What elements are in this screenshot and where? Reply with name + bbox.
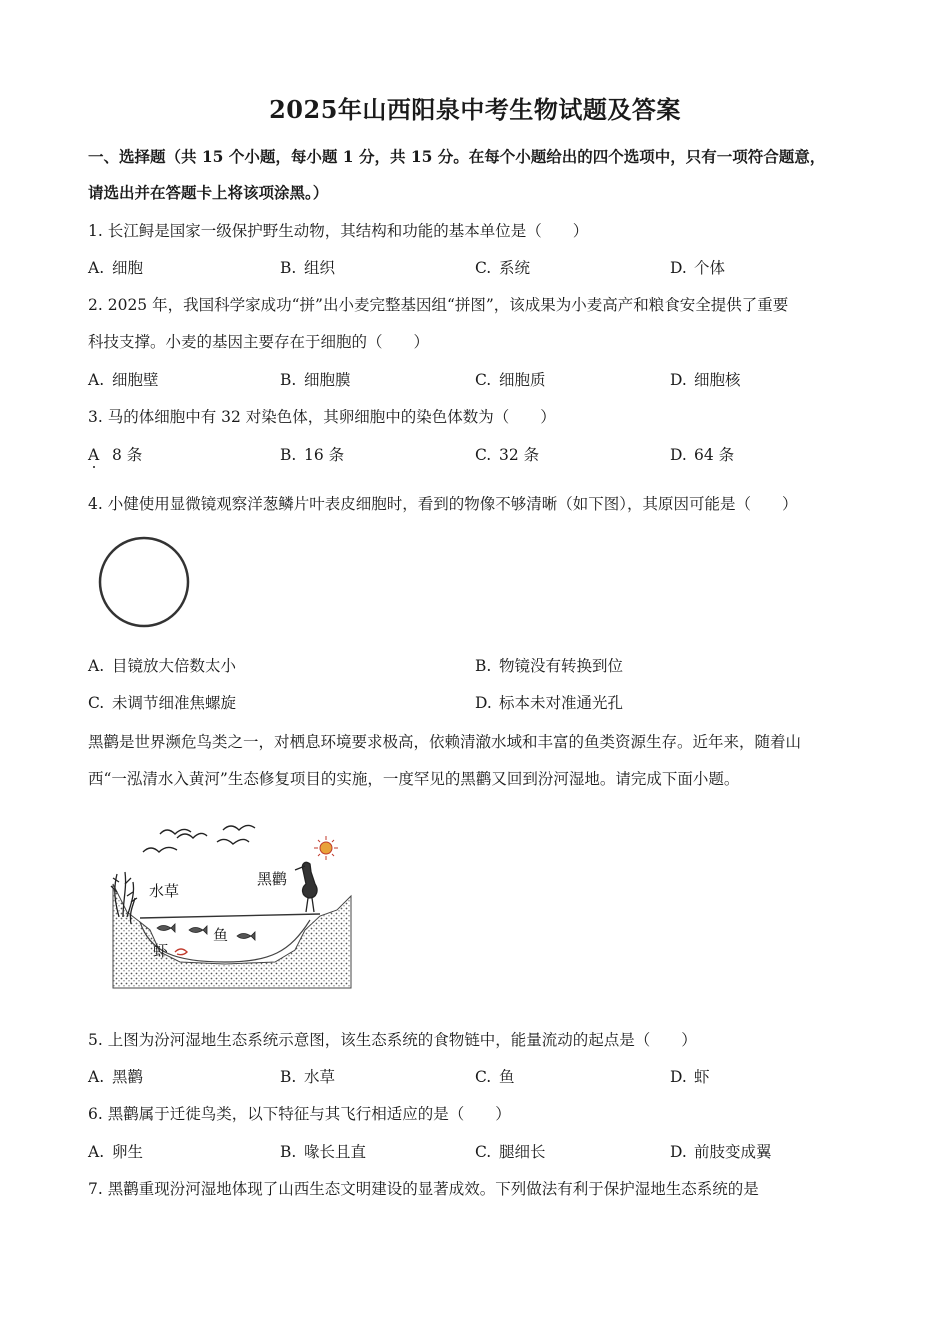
- q4-option-d: [475, 691, 623, 713]
- option-text: 细胞膜: [304, 371, 351, 389]
- option-label: B.: [280, 259, 297, 277]
- q1-option-d: [670, 256, 725, 278]
- option-text: 目镜放大倍数太小: [112, 657, 237, 675]
- option-label: A.: [88, 371, 105, 389]
- option-text: 16 条: [304, 446, 345, 464]
- option-label: C.: [475, 446, 492, 464]
- label-fish: 鱼: [213, 926, 229, 944]
- option-text: 喙长且直: [304, 1143, 367, 1161]
- black-stork: [295, 862, 317, 912]
- fish-group: [157, 924, 255, 940]
- q1-option-c: [475, 256, 530, 278]
- option-label: C.: [475, 1143, 492, 1161]
- q3-option-a: [88, 443, 142, 465]
- q2-option-d: [670, 368, 741, 390]
- water-surface: [140, 914, 320, 918]
- option-text: 系统: [499, 259, 531, 277]
- option-label: A.: [88, 657, 105, 675]
- option-text: 标本未对准通光孔: [499, 694, 624, 712]
- q2-option-b: [280, 368, 351, 390]
- option-text: 细胞壁: [112, 371, 159, 389]
- option-label: C.: [475, 371, 492, 389]
- q5-option-b: [280, 1065, 335, 1087]
- option-label: D.: [670, 259, 687, 277]
- option-label: B.: [280, 371, 297, 389]
- section-heading-line-1: 一、选择题（共 15 个小题，每小题 1 分，共 15 分。在每个小题给出的四个选项中，只有一项符合题意，: [88, 147, 826, 166]
- passage-line-1: 黑鹳是世界濒危鸟类之一，对栖息环境要求极高，依赖清澈水域和丰富的鱼类资源生存。近年来，随着山: [88, 733, 802, 751]
- option-text: 卵生: [112, 1143, 144, 1161]
- option-text: 黑鹳: [112, 1068, 144, 1086]
- question-2-stem-line-1: 2. 2025 年，我国科学家成功“拼”出小麦完整基因组“拼图”，该成果为小麦高产和粮食安全提供了重要: [88, 296, 789, 314]
- option-label: C.: [88, 694, 105, 712]
- option-label: A.: [88, 1143, 105, 1161]
- question-6-stem: 6. 黑鹳属于迁徙鸟类，以下特征与其飞行相适应的是（ ）: [88, 1105, 511, 1123]
- q6-option-d: [670, 1140, 772, 1162]
- option-text: 前肢变成翼: [694, 1143, 772, 1161]
- label-shrimp: 虾: [153, 942, 169, 960]
- q4-option-c: [88, 691, 236, 713]
- option-label: B.: [280, 1068, 297, 1086]
- option-label: D.: [670, 371, 687, 389]
- option-text: 鱼: [499, 1068, 515, 1086]
- sun-icon: [314, 836, 338, 860]
- stray-dot: [93, 466, 95, 468]
- q2-option-c: [475, 368, 546, 390]
- option-label: A.: [88, 259, 105, 277]
- option-label: C.: [475, 1068, 492, 1086]
- q6-option-c: [475, 1140, 546, 1162]
- option-text: 虾: [694, 1068, 710, 1086]
- q3-option-b: [280, 443, 344, 465]
- question-4-stem: 4. 小健使用显微镜观察洋葱鳞片叶表皮细胞时，看到的物像不够清晰（如下图），其原因可能是（ ）: [88, 495, 798, 513]
- option-label: B.: [475, 657, 492, 675]
- q1-option-b: [280, 256, 335, 278]
- q2-option-a: [88, 368, 159, 390]
- option-label: B.: [280, 1143, 297, 1161]
- question-7-stem: 7. 黑鹳重现汾河湿地体现了山西生态文明建设的显著成效。下列做法有利于保护湿地生态系统的是: [88, 1180, 759, 1198]
- q5-option-c: [475, 1065, 515, 1087]
- option-label: D.: [670, 446, 687, 464]
- question-5-stem: 5. 上图为汾河湿地生态系统示意图，该生态系统的食物链中，能量流动的起点是（ ）: [88, 1031, 697, 1049]
- question-1-stem: 1. 长江鲟是国家一级保护野生动物，其结构和功能的基本单位是（ ）: [88, 222, 589, 240]
- field-of-view-circle: [100, 538, 188, 626]
- option-text: 细胞核: [694, 371, 741, 389]
- passage-line-2: 西“一泓清水入黄河”生态修复项目的实施，一度罕见的黑鹳又回到汾河湿地。请完成下面小题。: [88, 770, 740, 788]
- q5-option-a: [88, 1065, 143, 1087]
- option-text: 32 条: [499, 446, 540, 464]
- q3-option-c: [475, 443, 539, 465]
- option-text: 物镜没有转换到位: [499, 657, 624, 675]
- option-label: A: [88, 446, 100, 464]
- option-text: 细胞: [112, 259, 144, 277]
- label-black-stork: 黑鹳: [257, 870, 288, 888]
- shrimp-icon: [175, 949, 187, 955]
- q4-option-a: [88, 654, 236, 676]
- option-label: D.: [475, 694, 492, 712]
- option-text: 细胞质: [499, 371, 546, 389]
- label-water-grass: 水草: [149, 882, 180, 900]
- option-label: D.: [670, 1068, 687, 1086]
- q5-option-d: [670, 1065, 710, 1087]
- option-text: 腿细长: [499, 1143, 546, 1161]
- section-heading-line-2: 请选出并在答题卡上将该项涂黑。）: [88, 183, 329, 202]
- option-text: 组织: [304, 259, 336, 277]
- flying-birds: [143, 825, 255, 852]
- option-label: A.: [88, 1068, 105, 1086]
- q3-option-d: [670, 443, 734, 465]
- option-text: 个体: [694, 259, 726, 277]
- q4-option-b: [475, 654, 623, 676]
- option-text: 8 条: [112, 446, 143, 464]
- document-title: 2025年山西阳泉中考生物试题及答案: [269, 95, 681, 124]
- microscope-field-circle: [95, 533, 193, 631]
- q1-option-a: [88, 256, 143, 278]
- option-text: 水草: [304, 1068, 336, 1086]
- q6-option-b: [280, 1140, 366, 1162]
- question-2-stem-line-2: 科技支撑。小麦的基因主要存在于细胞的（ ）: [88, 333, 430, 351]
- option-text: 未调节细准焦螺旋: [112, 694, 237, 712]
- option-label: D.: [670, 1143, 687, 1161]
- wetland-ecosystem-figure: [105, 812, 365, 992]
- option-label: C.: [475, 259, 492, 277]
- q6-option-a: [88, 1140, 143, 1162]
- option-text: 64 条: [694, 446, 735, 464]
- question-3-stem: 3. 马的体细胞中有 32 对染色体，其卵细胞中的染色体数为（ ）: [88, 408, 556, 426]
- option-label: B.: [280, 446, 297, 464]
